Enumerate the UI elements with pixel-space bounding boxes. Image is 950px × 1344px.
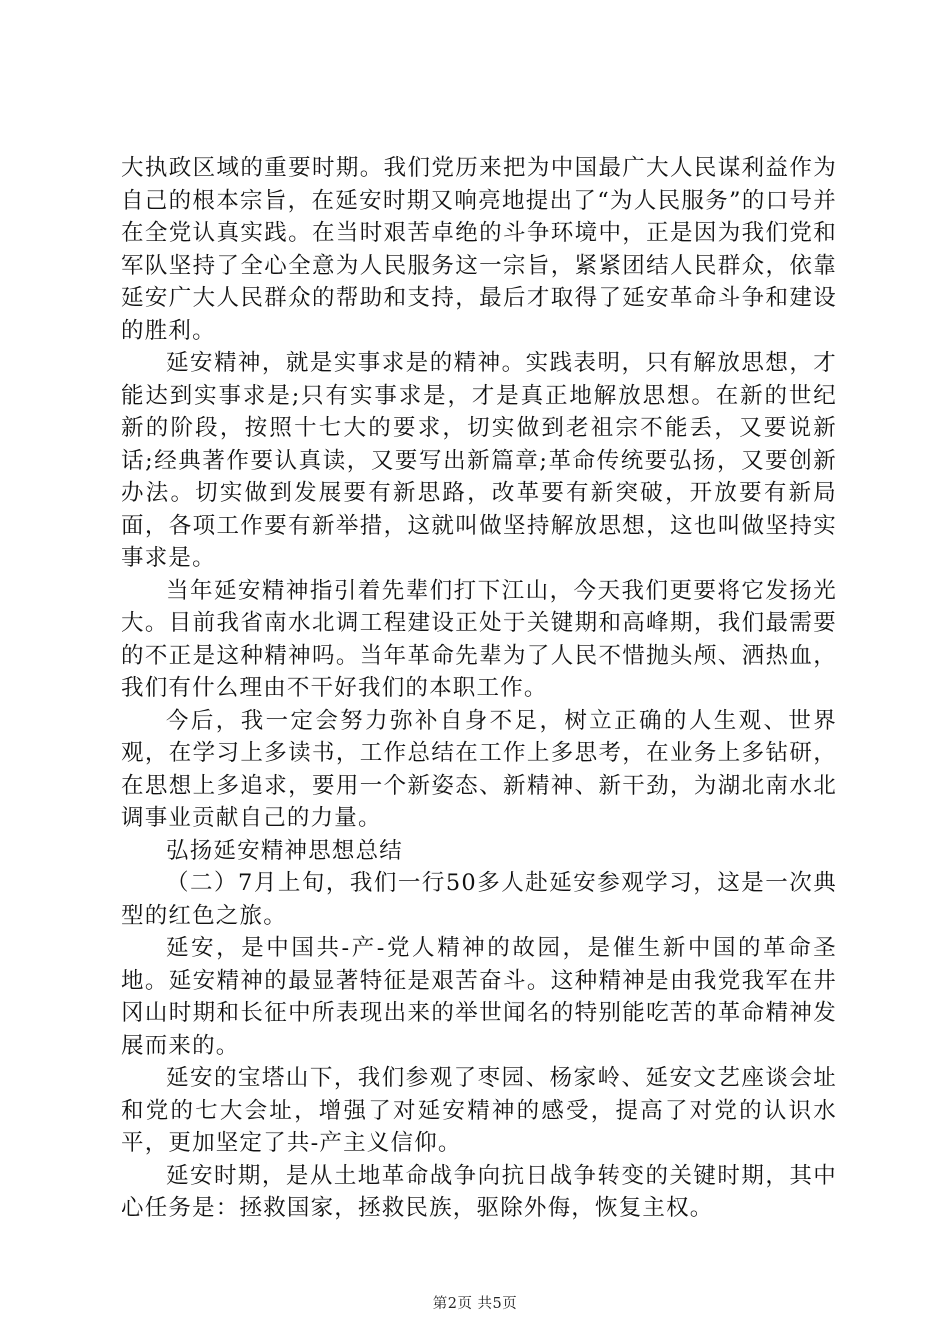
section-title: 弘扬延安精神思想总结: [166, 837, 404, 864]
page-footer: 第2页 共5页: [432, 1296, 518, 1312]
paragraph: 延安的宝塔山下，我们参观了枣园、杨家岭、延安文艺座谈会址和党的七大会址，增强了对延安精神的感受，提高了对党的认识水平，更加坚定了共-产主义信仰。: [121, 1065, 837, 1156]
paragraph: 大执政区域的重要时期。我们党历来把为中国最广大人民谋利益作为自己的根本宗旨，在延安时期又响亮地提出了“为人民服务”的口号并在全党认真实践。在当时艰苦卓绝的斗争环境中，正是因为我们党和军队坚持了全心全意为人民服务这一宗旨，紧紧团结人民群众，依靠延安广大人民群众的帮助和支持，最后才取得了延安革命斗争和建设的胜利。: [121, 155, 837, 344]
paragraph: （二）7月上旬，我们一行50多人赴延安参观学习，这是一次典型的红色之旅。: [121, 870, 837, 929]
paragraph: 延安精神，就是实事求是的精神。实践表明，只有解放思想，才能达到实事求是;只有实事求是，才是真正地解放思想。在新的世纪新的阶段，按照十七大的要求，切实做到老祖宗不能丢，又要说新话;经典著作要认真读，又要写出新篇章;革命传统要弘扬，又要创新办法。切实做到发展要有新思路，改革要有新突破，开放要有新局面，各项工作要有新举措，这就叫做坚持解放思想，这也叫做坚持实事求是。: [121, 350, 837, 571]
paragraph: 延安时期，是从土地革命战争向抗日战争转变的关键时期，其中心任务是：拯救国家，拯救民族，驱除外侮，恢复主权。: [121, 1162, 837, 1221]
paragraph: 当年延安精神指引着先辈们打下江山，今天我们更要将它发扬光大。目前我省南水北调工程建设正处于关键期和高峰期，我们最需要的不正是这种精神吗。当年革命先辈为了人民不惜抛头颅、洒热血，我们有什么理由不干好我们的本职工作。: [121, 577, 837, 701]
paragraph: 今后，我一定会努力弥补自身不足，树立正确的人生观、世界观，在学习上多读书，工作总结在工作上多思考，在业务上多钻研，在思想上多追求，要用一个新姿态、新精神、新干劲，为湖北南水北调事业贡献自己的力量。: [121, 707, 837, 831]
document-body: [121, 152, 837, 1225]
paragraph: 延安，是中国共-产-党人精神的故园，是催生新中国的革命圣地。延安精神的最显著特征是艰苦奋斗。这种精神是由我党我军在井冈山时期和长征中所表现出来的举世闻名的特别能吃苦的革命精神发展而来的。: [121, 935, 837, 1059]
